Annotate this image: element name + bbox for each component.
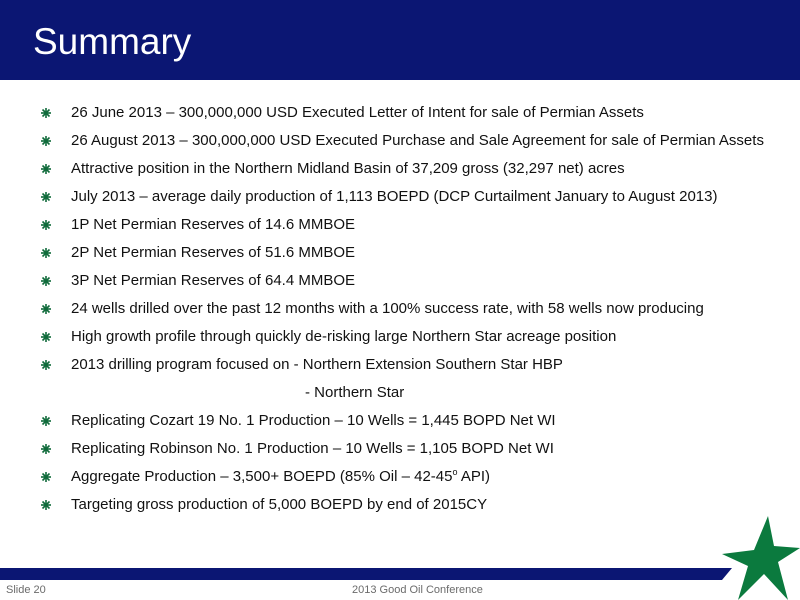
- asterisk-bullet-icon: [40, 499, 52, 511]
- bullet-item: [0, 160, 800, 188]
- bullet-item: [0, 188, 800, 216]
- bullet-text: 26 June 2013 – 300,000,000 USD Executed Letter of Intent for sale of Permian Assets: [71, 104, 644, 121]
- bullet-item: [0, 272, 800, 300]
- bullet-item: [0, 356, 800, 384]
- star-logo-icon: [712, 512, 800, 600]
- asterisk-bullet-icon: [40, 443, 52, 455]
- bullet-text: 26 August 2013 – 300,000,000 USD Executed Purchase and Sale Agreement for sale of Permian Assets: [71, 132, 764, 149]
- asterisk-bullet-icon: [40, 191, 52, 203]
- bullet-item: [0, 440, 800, 468]
- asterisk-bullet-icon: [40, 163, 52, 175]
- bullet-text: Attractive position in the Northern Midland Basin of 37,209 gross (32,297 net) acres: [71, 160, 625, 177]
- bullet-item: [0, 104, 800, 132]
- asterisk-bullet-icon: [40, 331, 52, 343]
- bullet-item: [0, 468, 800, 496]
- bullet-text: Replicating Cozart 19 No. 1 Production – 10 Wells = 1,445 BOPD Net WI: [71, 412, 556, 429]
- asterisk-bullet-icon: [40, 303, 52, 315]
- bullet-item: [0, 216, 800, 244]
- bullet-text: 2P Net Permian Reserves of 51.6 MMBOE: [71, 244, 356, 261]
- bullet-item: [0, 132, 800, 160]
- asterisk-bullet-icon: [40, 219, 52, 231]
- bullet-item: [0, 412, 800, 440]
- bullet-text: Targeting gross production of 5,000 BOEPD by end of 2015CY: [71, 496, 488, 513]
- asterisk-bullet-icon: [40, 247, 52, 259]
- slide-number: Slide 20: [6, 584, 46, 596]
- footer-bar: [0, 568, 800, 580]
- bullet-item: [0, 496, 800, 524]
- asterisk-bullet-icon: [40, 135, 52, 147]
- bullet-text: Replicating Robinson No. 1 Production – 10 Wells = 1,105 BOPD Net WI: [71, 440, 554, 457]
- bullet-text: 3P Net Permian Reserves of 64.4 MMBOE: [71, 272, 356, 289]
- bullet-text: July 2013 – average daily production of 1,113 BOEPD (DCP Curtailment January to August 2013): [71, 188, 718, 205]
- asterisk-bullet-icon: [40, 359, 52, 371]
- slide-title: Summary: [33, 21, 192, 62]
- bullet-text-aggregate: [71, 468, 490, 486]
- asterisk-bullet-icon: [40, 275, 52, 287]
- asterisk-bullet-icon: [40, 471, 52, 483]
- bullet-text: 1P Net Permian Reserves of 14.6 MMBOE: [71, 216, 356, 233]
- footer-event-name: 2013 Good Oil Conference: [352, 584, 483, 596]
- asterisk-bullet-icon: [40, 415, 52, 427]
- aggregate-superscript: o: [452, 467, 458, 477]
- aggregate-text-after: API): [457, 468, 491, 485]
- bullet-text: 2013 drilling program focused on - Northern Extension Southern Star HBP: [71, 356, 563, 373]
- bullet-item: [0, 328, 800, 356]
- aggregate-text-before: Aggregate Production – 3,500+ BOEPD (85% Oil – 42-45: [71, 468, 453, 485]
- asterisk-bullet-icon: [40, 107, 52, 119]
- bullet-item: [0, 300, 800, 328]
- bullet-item: [0, 244, 800, 272]
- bullet-text: High growth profile through quickly de-risking large Northern Star acreage position: [71, 328, 617, 345]
- bullet-text: 24 wells drilled over the past 12 months with a 100% success rate, with 58 wells now producing: [71, 300, 704, 317]
- bullet-continuation-text: - Northern Star: [305, 384, 405, 401]
